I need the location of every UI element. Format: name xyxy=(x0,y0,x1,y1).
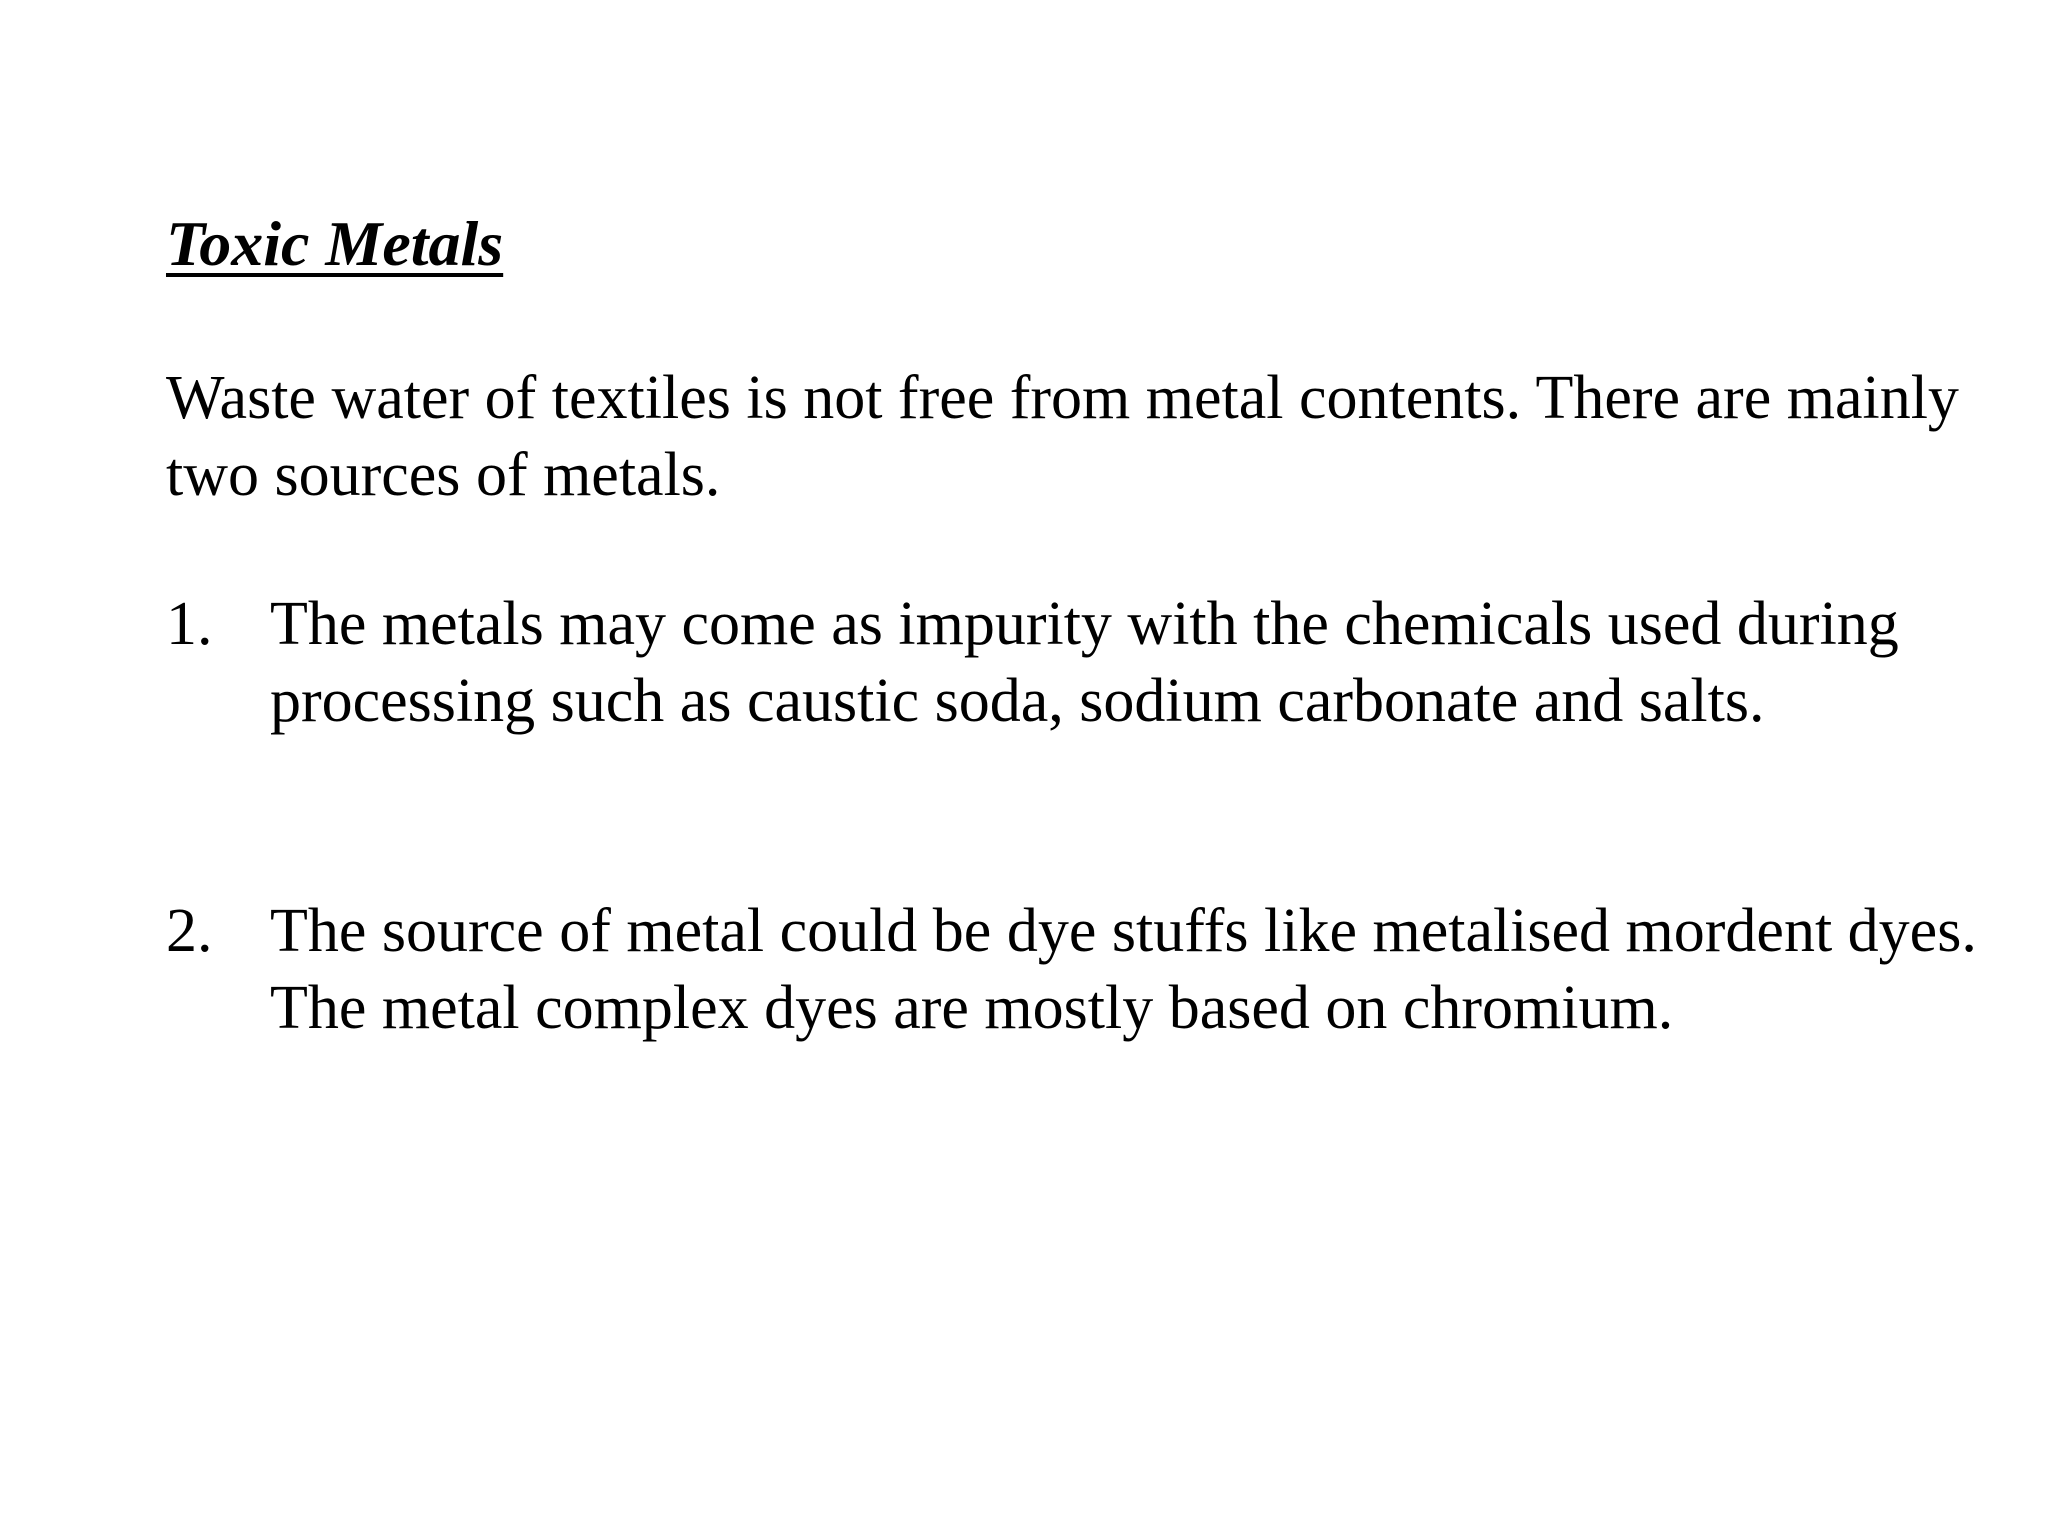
list-number-2: 2. xyxy=(166,897,213,965)
list-number-1: 1. xyxy=(166,590,213,658)
intro-paragraph: Waste water of textiles is not free from metal contents. There are mainly two sources of metals. xyxy=(166,364,1959,509)
list-text-2: The source of metal could be dye stuffs like metalised mordent dyes. The metal complex dyes are mostly based on chromium. xyxy=(270,897,1977,1042)
list-text-1: The metals may come as impurity with the chemicals used during processing such as caustic soda, sodium carbonate and salts. xyxy=(270,590,1899,735)
slide-title: Toxic Metals xyxy=(166,208,504,279)
